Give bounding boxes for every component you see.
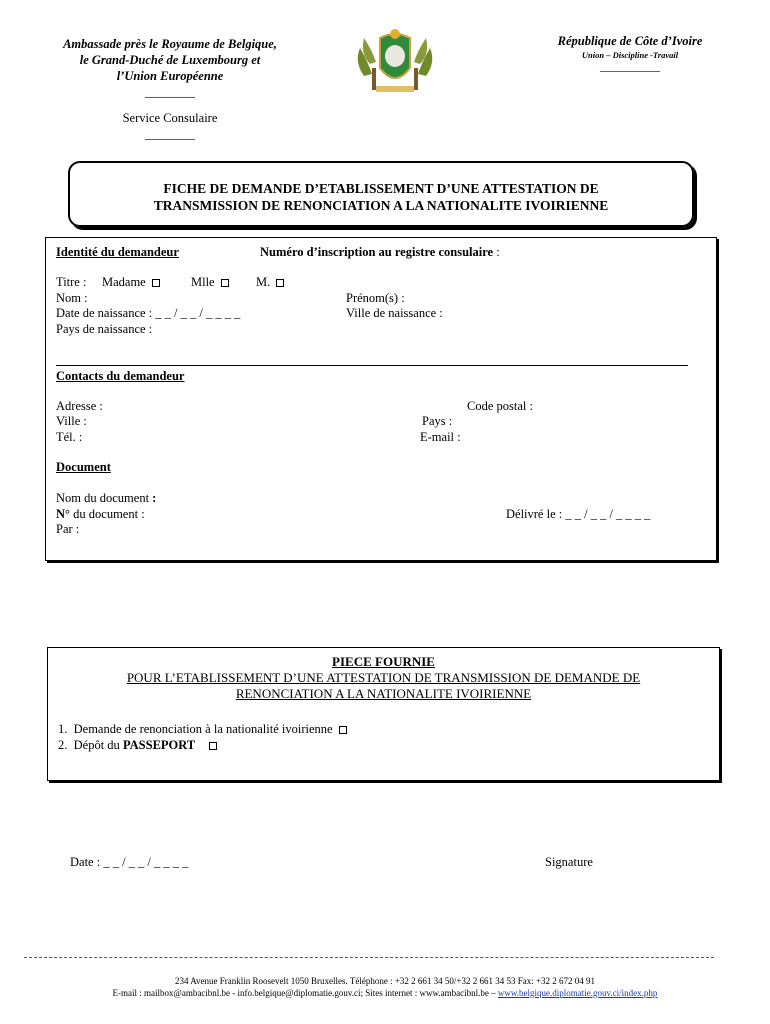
title-option-m[interactable]: M. (256, 275, 284, 290)
document-heading: Document (56, 460, 111, 474)
checkbox-m[interactable] (276, 279, 284, 287)
issue-date-field[interactable]: Délivré le : _ _ / _ _ / _ _ _ _ (506, 507, 651, 521)
service-label: Service Consulaire (122, 111, 218, 125)
embassy-line-2: le Grand-Duché de Luxembourg et (79, 53, 261, 67)
signature-date-field[interactable]: Date : _ _ / _ _ / _ _ _ _ (70, 855, 189, 869)
birth-country-field[interactable]: Pays de naissance : (56, 322, 153, 336)
applicant-form-box (45, 237, 717, 561)
republic-title: République de Côte d’Ivoire (557, 34, 703, 48)
website-link[interactable]: www.belgique.diplomatie.gouv.ci/index.php (497, 988, 658, 998)
nom-field[interactable]: Nom : (56, 291, 88, 305)
titre-label: Titre : (56, 275, 87, 289)
city-field[interactable]: Ville : (56, 414, 87, 428)
section-divider (56, 365, 688, 366)
service-header (20, 110, 320, 142)
checkbox-renunciation[interactable] (339, 726, 347, 734)
embassy-divider: ________ (145, 85, 195, 99)
document-name-field[interactable]: Nom du document : (56, 491, 157, 505)
title-option-madame[interactable]: Madame (102, 275, 160, 290)
issued-by-field[interactable]: Par : (56, 522, 80, 536)
republic-header (510, 34, 750, 72)
embassy-line-3: l’Union Européenne (116, 69, 224, 83)
registry-number-label: Numéro d’inscription au registre consulaire : (260, 245, 500, 259)
document-number-field[interactable]: N° du document : (56, 507, 145, 521)
title-option-mlle[interactable]: Mlle (191, 275, 229, 290)
footer-divider (24, 957, 714, 958)
contacts-heading: Contacts du demandeur (56, 369, 185, 383)
embassy-line-1: Ambassade près le Royaume de Belgique, (63, 37, 277, 51)
address-field[interactable]: Adresse : (56, 399, 103, 413)
footer-address: 234 Avenue Franklin Roosevelt 1050 Bruxelles. Téléphone : +32 2 661 34 50/+32 2 661 34 53 Fax: +32 2 672 04 91 (174, 976, 596, 986)
republic-divider: __________ (600, 59, 660, 73)
checkbox-passport[interactable] (209, 742, 217, 750)
phone-field[interactable]: Tél. : (56, 430, 83, 444)
pieces-heading: PIECE FOURNIE (332, 654, 435, 669)
pieces-subtitle-1: POUR L’ETABLISSEMENT D’UNE ATTESTATION DE TRANSMISSION DE DEMANDE DE (126, 670, 641, 685)
service-divider: ________ (145, 127, 195, 141)
embassy-header (20, 36, 320, 100)
postal-code-field[interactable]: Code postal : (467, 399, 533, 413)
republic-motto: Union – Discipline -Travail (581, 50, 679, 60)
supporting-documents-box (47, 647, 720, 781)
birth-city-field[interactable]: Ville de naissance : (346, 306, 443, 320)
checkbox-mlle[interactable] (221, 279, 229, 287)
date-of-birth-field[interactable]: Date de naissance : _ _ / _ _ / _ _ _ _ (56, 306, 241, 320)
footer-contacts: E-mail : mailbox@ambacibnl.be - info.belgique@diplomatie.gouv.ci; Sites internet : www.ambacibnl.be – www.belgique.diplomatie.gouv.ci/index.php (112, 988, 658, 998)
prenom-field[interactable]: Prénom(s) : (346, 291, 405, 305)
footer (0, 975, 770, 999)
pieces-subtitle-2: RENONCIATION A LA NATIONALITE IVOIRIENNE (235, 686, 532, 701)
piece-item-1[interactable]: 1. Demande de renonciation à la nationalité ivoirienne (58, 722, 347, 737)
piece-item-2[interactable]: 2. Dépôt du PASSEPORT (58, 738, 217, 753)
email-field[interactable]: E-mail : (420, 430, 461, 444)
form-title-box (68, 161, 694, 227)
form-title-line-2: TRANSMISSION DE RENONCIATION A LA NATIONALITE IVOIRIENNE (153, 198, 609, 213)
identity-heading: Identité du demandeur (56, 245, 179, 259)
coat-of-arms-icon (350, 24, 440, 100)
checkbox-madame[interactable] (152, 279, 160, 287)
supporting-documents-title (48, 654, 719, 702)
country-field[interactable]: Pays : (422, 414, 453, 428)
form-title-line-1: FICHE DE DEMANDE D’ETABLISSEMENT D’UNE ATTESTATION DE (163, 181, 599, 196)
signature-field[interactable]: Signature (545, 855, 593, 869)
